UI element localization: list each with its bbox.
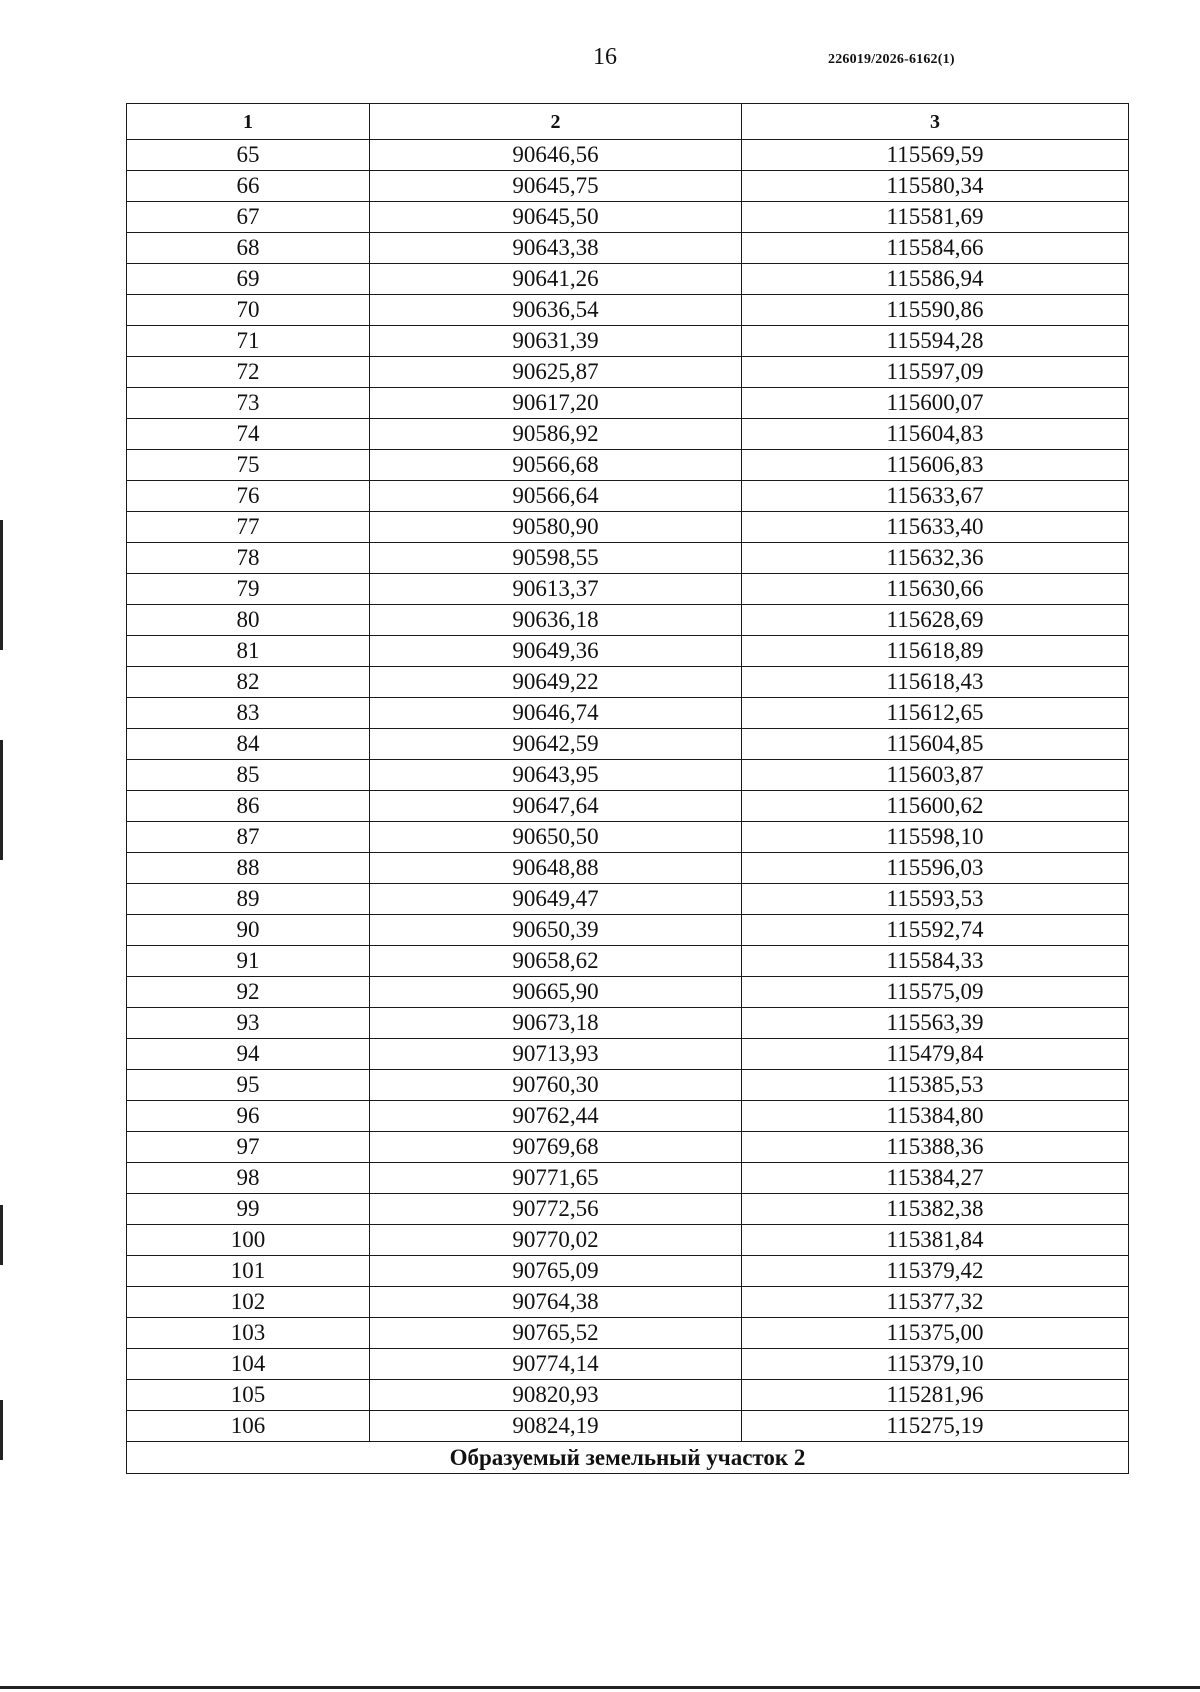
point-number-cell: 74 xyxy=(127,419,370,450)
table-row xyxy=(127,605,1129,636)
table-row xyxy=(127,822,1129,853)
table-row xyxy=(127,977,1129,1008)
table-row xyxy=(127,450,1129,481)
point-number-cell: 99 xyxy=(127,1194,370,1225)
table-row xyxy=(127,1287,1129,1318)
point-number-cell: 80 xyxy=(127,605,370,636)
y-coordinate-cell: 115584,33 xyxy=(742,946,1129,977)
x-coordinate-cell: 90648,88 xyxy=(370,853,742,884)
y-coordinate-cell: 115381,84 xyxy=(742,1225,1129,1256)
table-row xyxy=(127,233,1129,264)
point-number-cell: 96 xyxy=(127,1101,370,1132)
point-number-cell: 91 xyxy=(127,946,370,977)
x-coordinate-cell: 90771,65 xyxy=(370,1163,742,1194)
point-number-cell: 65 xyxy=(127,140,370,171)
x-coordinate-cell: 90774,14 xyxy=(370,1349,742,1380)
table-row xyxy=(127,1380,1129,1411)
x-coordinate-cell: 90824,19 xyxy=(370,1411,742,1442)
point-number-cell: 75 xyxy=(127,450,370,481)
point-number-cell: 98 xyxy=(127,1163,370,1194)
table-row xyxy=(127,946,1129,977)
point-number-cell: 78 xyxy=(127,543,370,574)
table-row xyxy=(127,1163,1129,1194)
x-coordinate-cell: 90760,30 xyxy=(370,1070,742,1101)
y-coordinate-cell: 115388,36 xyxy=(742,1132,1129,1163)
y-coordinate-cell: 115384,27 xyxy=(742,1163,1129,1194)
point-number-cell: 82 xyxy=(127,667,370,698)
table-row xyxy=(127,481,1129,512)
x-coordinate-cell: 90820,93 xyxy=(370,1380,742,1411)
x-coordinate-cell: 90649,47 xyxy=(370,884,742,915)
point-number-cell: 85 xyxy=(127,760,370,791)
x-coordinate-cell: 90649,36 xyxy=(370,636,742,667)
y-coordinate-cell: 115597,09 xyxy=(742,357,1129,388)
table-row xyxy=(127,1008,1129,1039)
point-number-cell: 83 xyxy=(127,698,370,729)
table-row xyxy=(127,1256,1129,1287)
x-coordinate-cell: 90713,93 xyxy=(370,1039,742,1070)
x-coordinate-cell: 90665,90 xyxy=(370,977,742,1008)
point-number-cell: 93 xyxy=(127,1008,370,1039)
point-number-cell: 87 xyxy=(127,822,370,853)
column-header-y: 3 xyxy=(742,104,1129,140)
point-number-cell: 77 xyxy=(127,512,370,543)
point-number-cell: 105 xyxy=(127,1380,370,1411)
y-coordinate-cell: 115581,69 xyxy=(742,202,1129,233)
y-coordinate-cell: 115375,00 xyxy=(742,1318,1129,1349)
y-coordinate-cell: 115382,38 xyxy=(742,1194,1129,1225)
table-row xyxy=(127,915,1129,946)
y-coordinate-cell: 115563,39 xyxy=(742,1008,1129,1039)
x-coordinate-cell: 90765,52 xyxy=(370,1318,742,1349)
y-coordinate-cell: 115600,62 xyxy=(742,791,1129,822)
y-coordinate-cell: 115632,36 xyxy=(742,543,1129,574)
x-coordinate-cell: 90598,55 xyxy=(370,543,742,574)
x-coordinate-cell: 90650,39 xyxy=(370,915,742,946)
table-row xyxy=(127,729,1129,760)
table-row xyxy=(127,884,1129,915)
y-coordinate-cell: 115379,42 xyxy=(742,1256,1129,1287)
table-row xyxy=(127,140,1129,171)
table-row xyxy=(127,1349,1129,1380)
table-row xyxy=(127,1039,1129,1070)
x-coordinate-cell: 90613,37 xyxy=(370,574,742,605)
y-coordinate-cell: 115584,66 xyxy=(742,233,1129,264)
point-number-cell: 68 xyxy=(127,233,370,264)
table-row xyxy=(127,1318,1129,1349)
point-number-cell: 89 xyxy=(127,884,370,915)
table-row xyxy=(127,512,1129,543)
point-number-cell: 95 xyxy=(127,1070,370,1101)
x-coordinate-cell: 90643,38 xyxy=(370,233,742,264)
y-coordinate-cell: 115633,67 xyxy=(742,481,1129,512)
column-header-x: 2 xyxy=(370,104,742,140)
point-number-cell: 81 xyxy=(127,636,370,667)
table-row xyxy=(127,791,1129,822)
x-coordinate-cell: 90641,26 xyxy=(370,264,742,295)
x-coordinate-cell: 90770,02 xyxy=(370,1225,742,1256)
x-coordinate-cell: 90566,68 xyxy=(370,450,742,481)
y-coordinate-cell: 115575,09 xyxy=(742,977,1129,1008)
point-number-cell: 97 xyxy=(127,1132,370,1163)
table-row xyxy=(127,388,1129,419)
y-coordinate-cell: 115604,85 xyxy=(742,729,1129,760)
scan-edge-mark xyxy=(0,1205,3,1265)
x-coordinate-cell: 90772,56 xyxy=(370,1194,742,1225)
y-coordinate-cell: 115569,59 xyxy=(742,140,1129,171)
x-coordinate-cell: 90617,20 xyxy=(370,388,742,419)
y-coordinate-cell: 115618,89 xyxy=(742,636,1129,667)
point-number-cell: 79 xyxy=(127,574,370,605)
scan-edge-mark xyxy=(0,520,3,650)
y-coordinate-cell: 115618,43 xyxy=(742,667,1129,698)
table-row xyxy=(127,636,1129,667)
x-coordinate-cell: 90646,74 xyxy=(370,698,742,729)
table-row xyxy=(127,1132,1129,1163)
point-number-cell: 73 xyxy=(127,388,370,419)
table-row xyxy=(127,698,1129,729)
y-coordinate-cell: 115594,28 xyxy=(742,326,1129,357)
point-number-cell: 84 xyxy=(127,729,370,760)
table-row xyxy=(127,202,1129,233)
point-number-cell: 94 xyxy=(127,1039,370,1070)
x-coordinate-cell: 90650,50 xyxy=(370,822,742,853)
y-coordinate-cell: 115590,86 xyxy=(742,295,1129,326)
coordinates-table xyxy=(126,103,1129,1474)
x-coordinate-cell: 90649,22 xyxy=(370,667,742,698)
table-row xyxy=(127,1411,1129,1442)
y-coordinate-cell: 115628,69 xyxy=(742,605,1129,636)
point-number-cell: 76 xyxy=(127,481,370,512)
table-row xyxy=(127,760,1129,791)
x-coordinate-cell: 90646,56 xyxy=(370,140,742,171)
page-number: 16 xyxy=(593,44,617,70)
y-coordinate-cell: 115379,10 xyxy=(742,1349,1129,1380)
x-coordinate-cell: 90762,44 xyxy=(370,1101,742,1132)
y-coordinate-cell: 115592,74 xyxy=(742,915,1129,946)
y-coordinate-cell: 115600,07 xyxy=(742,388,1129,419)
y-coordinate-cell: 115377,32 xyxy=(742,1287,1129,1318)
point-number-cell: 102 xyxy=(127,1287,370,1318)
point-number-cell: 103 xyxy=(127,1318,370,1349)
point-number-cell: 72 xyxy=(127,357,370,388)
x-coordinate-cell: 90631,39 xyxy=(370,326,742,357)
table-row xyxy=(127,1194,1129,1225)
point-number-cell: 106 xyxy=(127,1411,370,1442)
y-coordinate-cell: 115385,53 xyxy=(742,1070,1129,1101)
point-number-cell: 101 xyxy=(127,1256,370,1287)
x-coordinate-cell: 90643,95 xyxy=(370,760,742,791)
x-coordinate-cell: 90642,59 xyxy=(370,729,742,760)
y-coordinate-cell: 115593,53 xyxy=(742,884,1129,915)
point-number-cell: 104 xyxy=(127,1349,370,1380)
scan-edge-mark xyxy=(0,740,3,860)
section-title: Образуемый земельный участок 2 xyxy=(127,1442,1129,1474)
point-number-cell: 92 xyxy=(127,977,370,1008)
table-row xyxy=(127,264,1129,295)
point-number-cell: 69 xyxy=(127,264,370,295)
table-header-row xyxy=(127,104,1129,140)
table-row xyxy=(127,171,1129,202)
table-body xyxy=(127,140,1129,1442)
table-row xyxy=(127,357,1129,388)
point-number-cell: 90 xyxy=(127,915,370,946)
document-code: 226019/2026-6162(1) xyxy=(828,52,955,67)
scan-edge-mark xyxy=(0,1400,3,1460)
point-number-cell: 66 xyxy=(127,171,370,202)
table-row xyxy=(127,1070,1129,1101)
y-coordinate-cell: 115604,83 xyxy=(742,419,1129,450)
x-coordinate-cell: 90636,18 xyxy=(370,605,742,636)
x-coordinate-cell: 90769,68 xyxy=(370,1132,742,1163)
point-number-cell: 71 xyxy=(127,326,370,357)
table-row xyxy=(127,667,1129,698)
column-header-point-number: 1 xyxy=(127,104,370,140)
y-coordinate-cell: 115630,66 xyxy=(742,574,1129,605)
y-coordinate-cell: 115384,80 xyxy=(742,1101,1129,1132)
y-coordinate-cell: 115598,10 xyxy=(742,822,1129,853)
x-coordinate-cell: 90647,64 xyxy=(370,791,742,822)
y-coordinate-cell: 115479,84 xyxy=(742,1039,1129,1070)
x-coordinate-cell: 90645,50 xyxy=(370,202,742,233)
y-coordinate-cell: 115281,96 xyxy=(742,1380,1129,1411)
x-coordinate-cell: 90566,64 xyxy=(370,481,742,512)
y-coordinate-cell: 115275,19 xyxy=(742,1411,1129,1442)
scan-bottom-edge xyxy=(0,1686,1200,1689)
table-row xyxy=(127,326,1129,357)
x-coordinate-cell: 90764,38 xyxy=(370,1287,742,1318)
y-coordinate-cell: 115603,87 xyxy=(742,760,1129,791)
table-row xyxy=(127,853,1129,884)
x-coordinate-cell: 90645,75 xyxy=(370,171,742,202)
x-coordinate-cell: 90673,18 xyxy=(370,1008,742,1039)
point-number-cell: 100 xyxy=(127,1225,370,1256)
section-title-row xyxy=(127,1442,1129,1474)
y-coordinate-cell: 115612,65 xyxy=(742,698,1129,729)
point-number-cell: 86 xyxy=(127,791,370,822)
x-coordinate-cell: 90636,54 xyxy=(370,295,742,326)
y-coordinate-cell: 115633,40 xyxy=(742,512,1129,543)
y-coordinate-cell: 115580,34 xyxy=(742,171,1129,202)
y-coordinate-cell: 115606,83 xyxy=(742,450,1129,481)
table-row xyxy=(127,543,1129,574)
point-number-cell: 88 xyxy=(127,853,370,884)
x-coordinate-cell: 90625,87 xyxy=(370,357,742,388)
y-coordinate-cell: 115586,94 xyxy=(742,264,1129,295)
table-row xyxy=(127,295,1129,326)
point-number-cell: 67 xyxy=(127,202,370,233)
x-coordinate-cell: 90765,09 xyxy=(370,1256,742,1287)
y-coordinate-cell: 115596,03 xyxy=(742,853,1129,884)
table-row xyxy=(127,574,1129,605)
point-number-cell: 70 xyxy=(127,295,370,326)
table-row xyxy=(127,1225,1129,1256)
table-row xyxy=(127,1101,1129,1132)
x-coordinate-cell: 90658,62 xyxy=(370,946,742,977)
x-coordinate-cell: 90586,92 xyxy=(370,419,742,450)
x-coordinate-cell: 90580,90 xyxy=(370,512,742,543)
table-row xyxy=(127,419,1129,450)
